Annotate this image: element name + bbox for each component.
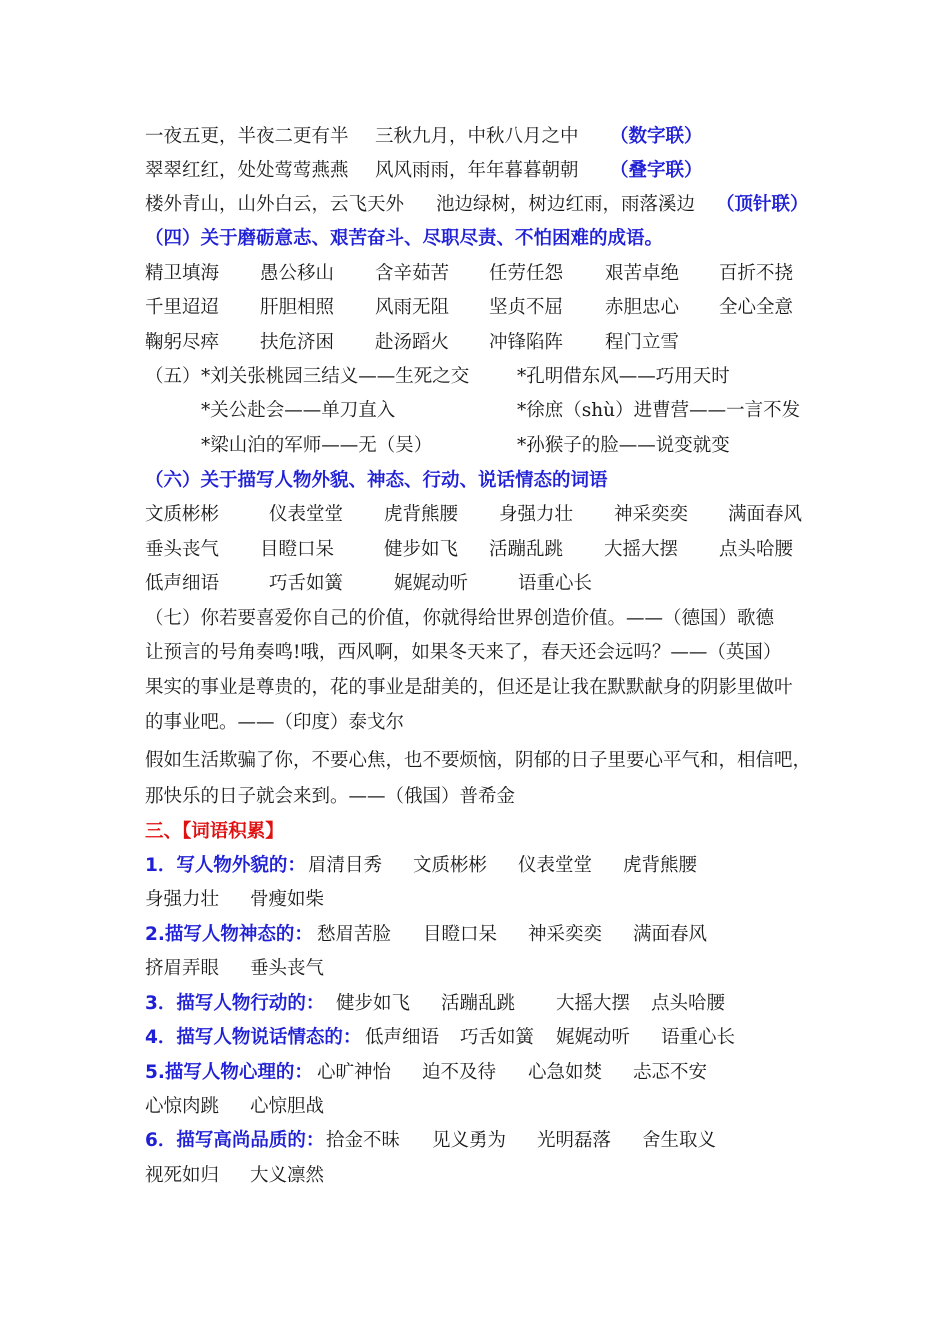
vocab-group-label: 6．描写高尚品质的： bbox=[145, 1130, 325, 1151]
word: 娓娓动听 bbox=[394, 573, 469, 594]
idiom: 任劳任怨 bbox=[489, 263, 564, 284]
word: 神采奕奕 bbox=[528, 924, 603, 945]
quote-line: 那快乐的日子就会来到。——（俄国）普希金 bbox=[145, 786, 516, 807]
section-3-heading: 三、【词语积累】 bbox=[145, 821, 284, 842]
idiom: 艰苦卓绝 bbox=[605, 263, 680, 284]
couplet-lower: 池边绿树，树边红雨，雨落溪边 bbox=[436, 194, 696, 215]
word: 见义勇为 bbox=[432, 1130, 507, 1151]
word: 大摇大摆 bbox=[556, 993, 631, 1014]
idiom: 坚贞不屈 bbox=[489, 297, 564, 318]
idiom: 含辛茹苦 bbox=[375, 263, 450, 284]
idiom: 扶危济困 bbox=[260, 332, 335, 353]
couplet-lower: 三秋九月，中秋八月之中 bbox=[375, 126, 579, 147]
idiom: 鞠躬尽瘁 bbox=[145, 332, 220, 353]
word: 健步如飞 bbox=[336, 993, 411, 1014]
xiehouyu: *梁山泊的军师——无（吴） bbox=[201, 435, 433, 456]
word: 眉清目秀 bbox=[308, 855, 383, 876]
word: 目瞪口呆 bbox=[260, 539, 335, 560]
quote-line: 果实的事业是尊贵的，花的事业是甜美的，但还是让我在默默献身的阴影里做叶 bbox=[145, 677, 793, 698]
quote-line: 假如生活欺骗了你，不要心焦，也不要烦恼，阴郁的日子里要心平气和，相信吧， bbox=[145, 750, 812, 771]
word: 巧舌如簧 bbox=[269, 573, 344, 594]
word: 活蹦乱跳 bbox=[489, 539, 564, 560]
word: 愁眉苦脸 bbox=[317, 924, 392, 945]
quote-line: 让预言的号角奏鸣!哦，西风啊，如果冬天来了，春天还会远吗？——（英国） bbox=[145, 642, 782, 663]
word: 身强力壮 bbox=[499, 504, 574, 525]
word: 骨瘦如柴 bbox=[250, 889, 325, 910]
word: 文质彬彬 bbox=[413, 855, 488, 876]
couplet-upper: 翠翠红红，处处莺莺燕燕 bbox=[145, 160, 349, 181]
word: 健步如飞 bbox=[384, 539, 459, 560]
vocab-group-label: 1．写人物外貌的： bbox=[145, 855, 306, 876]
xiehouyu: *孙猴子的脸——说变就变 bbox=[517, 435, 730, 456]
word: 文质彬彬 bbox=[145, 504, 220, 525]
couplet-type-tag: （顶针联） bbox=[716, 194, 809, 215]
word: 挤眉弄眼 bbox=[145, 958, 220, 979]
couplet-lower: 风风雨雨，年年暮暮朝朝 bbox=[375, 160, 579, 181]
idiom: 赴汤蹈火 bbox=[375, 332, 450, 353]
word: 大摇大摆 bbox=[604, 539, 679, 560]
word: 大义凛然 bbox=[250, 1165, 325, 1186]
xiehouyu: *徐庶（shù）进曹营——一言不发 bbox=[517, 400, 801, 421]
idiom: 冲锋陷阵 bbox=[489, 332, 564, 353]
word: 视死如归 bbox=[145, 1165, 220, 1186]
couplet-type-tag: （数字联） bbox=[610, 126, 703, 147]
vocab-group-label: 3．描写人物行动的： bbox=[145, 993, 325, 1014]
word: 垂头丧气 bbox=[250, 958, 325, 979]
word: 光明磊落 bbox=[537, 1130, 612, 1151]
word: 娓娓动听 bbox=[556, 1027, 631, 1048]
idiom: 精卫填海 bbox=[145, 263, 220, 284]
word: 迫不及待 bbox=[422, 1062, 497, 1083]
word: 低声细语 bbox=[145, 573, 220, 594]
idiom: 愚公移山 bbox=[260, 263, 335, 284]
vocab-group-label: 2.描写人物神态的： bbox=[145, 924, 313, 945]
xiehouyu: *刘关张桃园三结义——生死之交 bbox=[201, 366, 470, 387]
idiom: 程门立雪 bbox=[605, 332, 680, 353]
word: 心急如焚 bbox=[528, 1062, 603, 1083]
word: 满面春风 bbox=[728, 504, 803, 525]
word: 仪表堂堂 bbox=[269, 504, 344, 525]
quote-line: 的事业吧。——（印度）泰戈尔 bbox=[145, 712, 405, 733]
word: 语重心长 bbox=[661, 1027, 736, 1048]
idiom: 全心全意 bbox=[719, 297, 794, 318]
word: 拾金不昧 bbox=[326, 1130, 401, 1151]
quote-line: （七）你若要喜爱你自己的价值，你就得给世界创造价值。——（德国）歌德 bbox=[145, 608, 775, 629]
word: 活蹦乱跳 bbox=[441, 993, 516, 1014]
word: 巧舌如簧 bbox=[460, 1027, 535, 1048]
section-4-heading: （四）关于磨砺意志、艰苦奋斗、尽职尽责、不怕困难的成语。 bbox=[145, 228, 664, 249]
word: 身强力壮 bbox=[145, 889, 220, 910]
word: 仪表堂堂 bbox=[518, 855, 593, 876]
couplet-upper: 楼外青山，山外白云，云飞天外 bbox=[145, 194, 405, 215]
word: 心惊胆战 bbox=[250, 1096, 325, 1117]
word: 语重心长 bbox=[518, 573, 593, 594]
word: 心惊肉跳 bbox=[145, 1096, 220, 1117]
xiehouyu: *孔明借东风——巧用天时 bbox=[517, 366, 730, 387]
couplet-type-tag: （叠字联） bbox=[610, 160, 703, 181]
word: 满面春风 bbox=[633, 924, 708, 945]
vocab-group-label: 4．描写人物说话情态的： bbox=[145, 1027, 362, 1048]
word: 神采奕奕 bbox=[614, 504, 689, 525]
section-6-heading: （六）关于描写人物外貌、神态、行动、说话情态的词语 bbox=[145, 470, 608, 491]
idiom: 肝胆相照 bbox=[260, 297, 335, 318]
idiom: 风雨无阻 bbox=[375, 297, 450, 318]
word: 舍生取义 bbox=[642, 1130, 717, 1151]
word: 虎背熊腰 bbox=[623, 855, 698, 876]
idiom: 千里迢迢 bbox=[145, 297, 220, 318]
word: 目瞪口呆 bbox=[423, 924, 498, 945]
word: 点头哈腰 bbox=[651, 993, 726, 1014]
word: 虎背熊腰 bbox=[384, 504, 459, 525]
word: 低声细语 bbox=[365, 1027, 440, 1048]
word: 忐忑不安 bbox=[633, 1062, 708, 1083]
word: 心旷神怡 bbox=[317, 1062, 392, 1083]
xiehouyu: *关公赴会——单刀直入 bbox=[201, 400, 396, 421]
section-5-label: （五） bbox=[145, 366, 201, 387]
couplet-upper: 一夜五更，半夜二更有半 bbox=[145, 126, 349, 147]
word: 垂头丧气 bbox=[145, 539, 220, 560]
vocab-group-label: 5.描写人物心理的： bbox=[145, 1062, 313, 1083]
idiom: 赤胆忠心 bbox=[605, 297, 680, 318]
idiom: 百折不挠 bbox=[719, 263, 794, 284]
word: 点头哈腰 bbox=[719, 539, 794, 560]
